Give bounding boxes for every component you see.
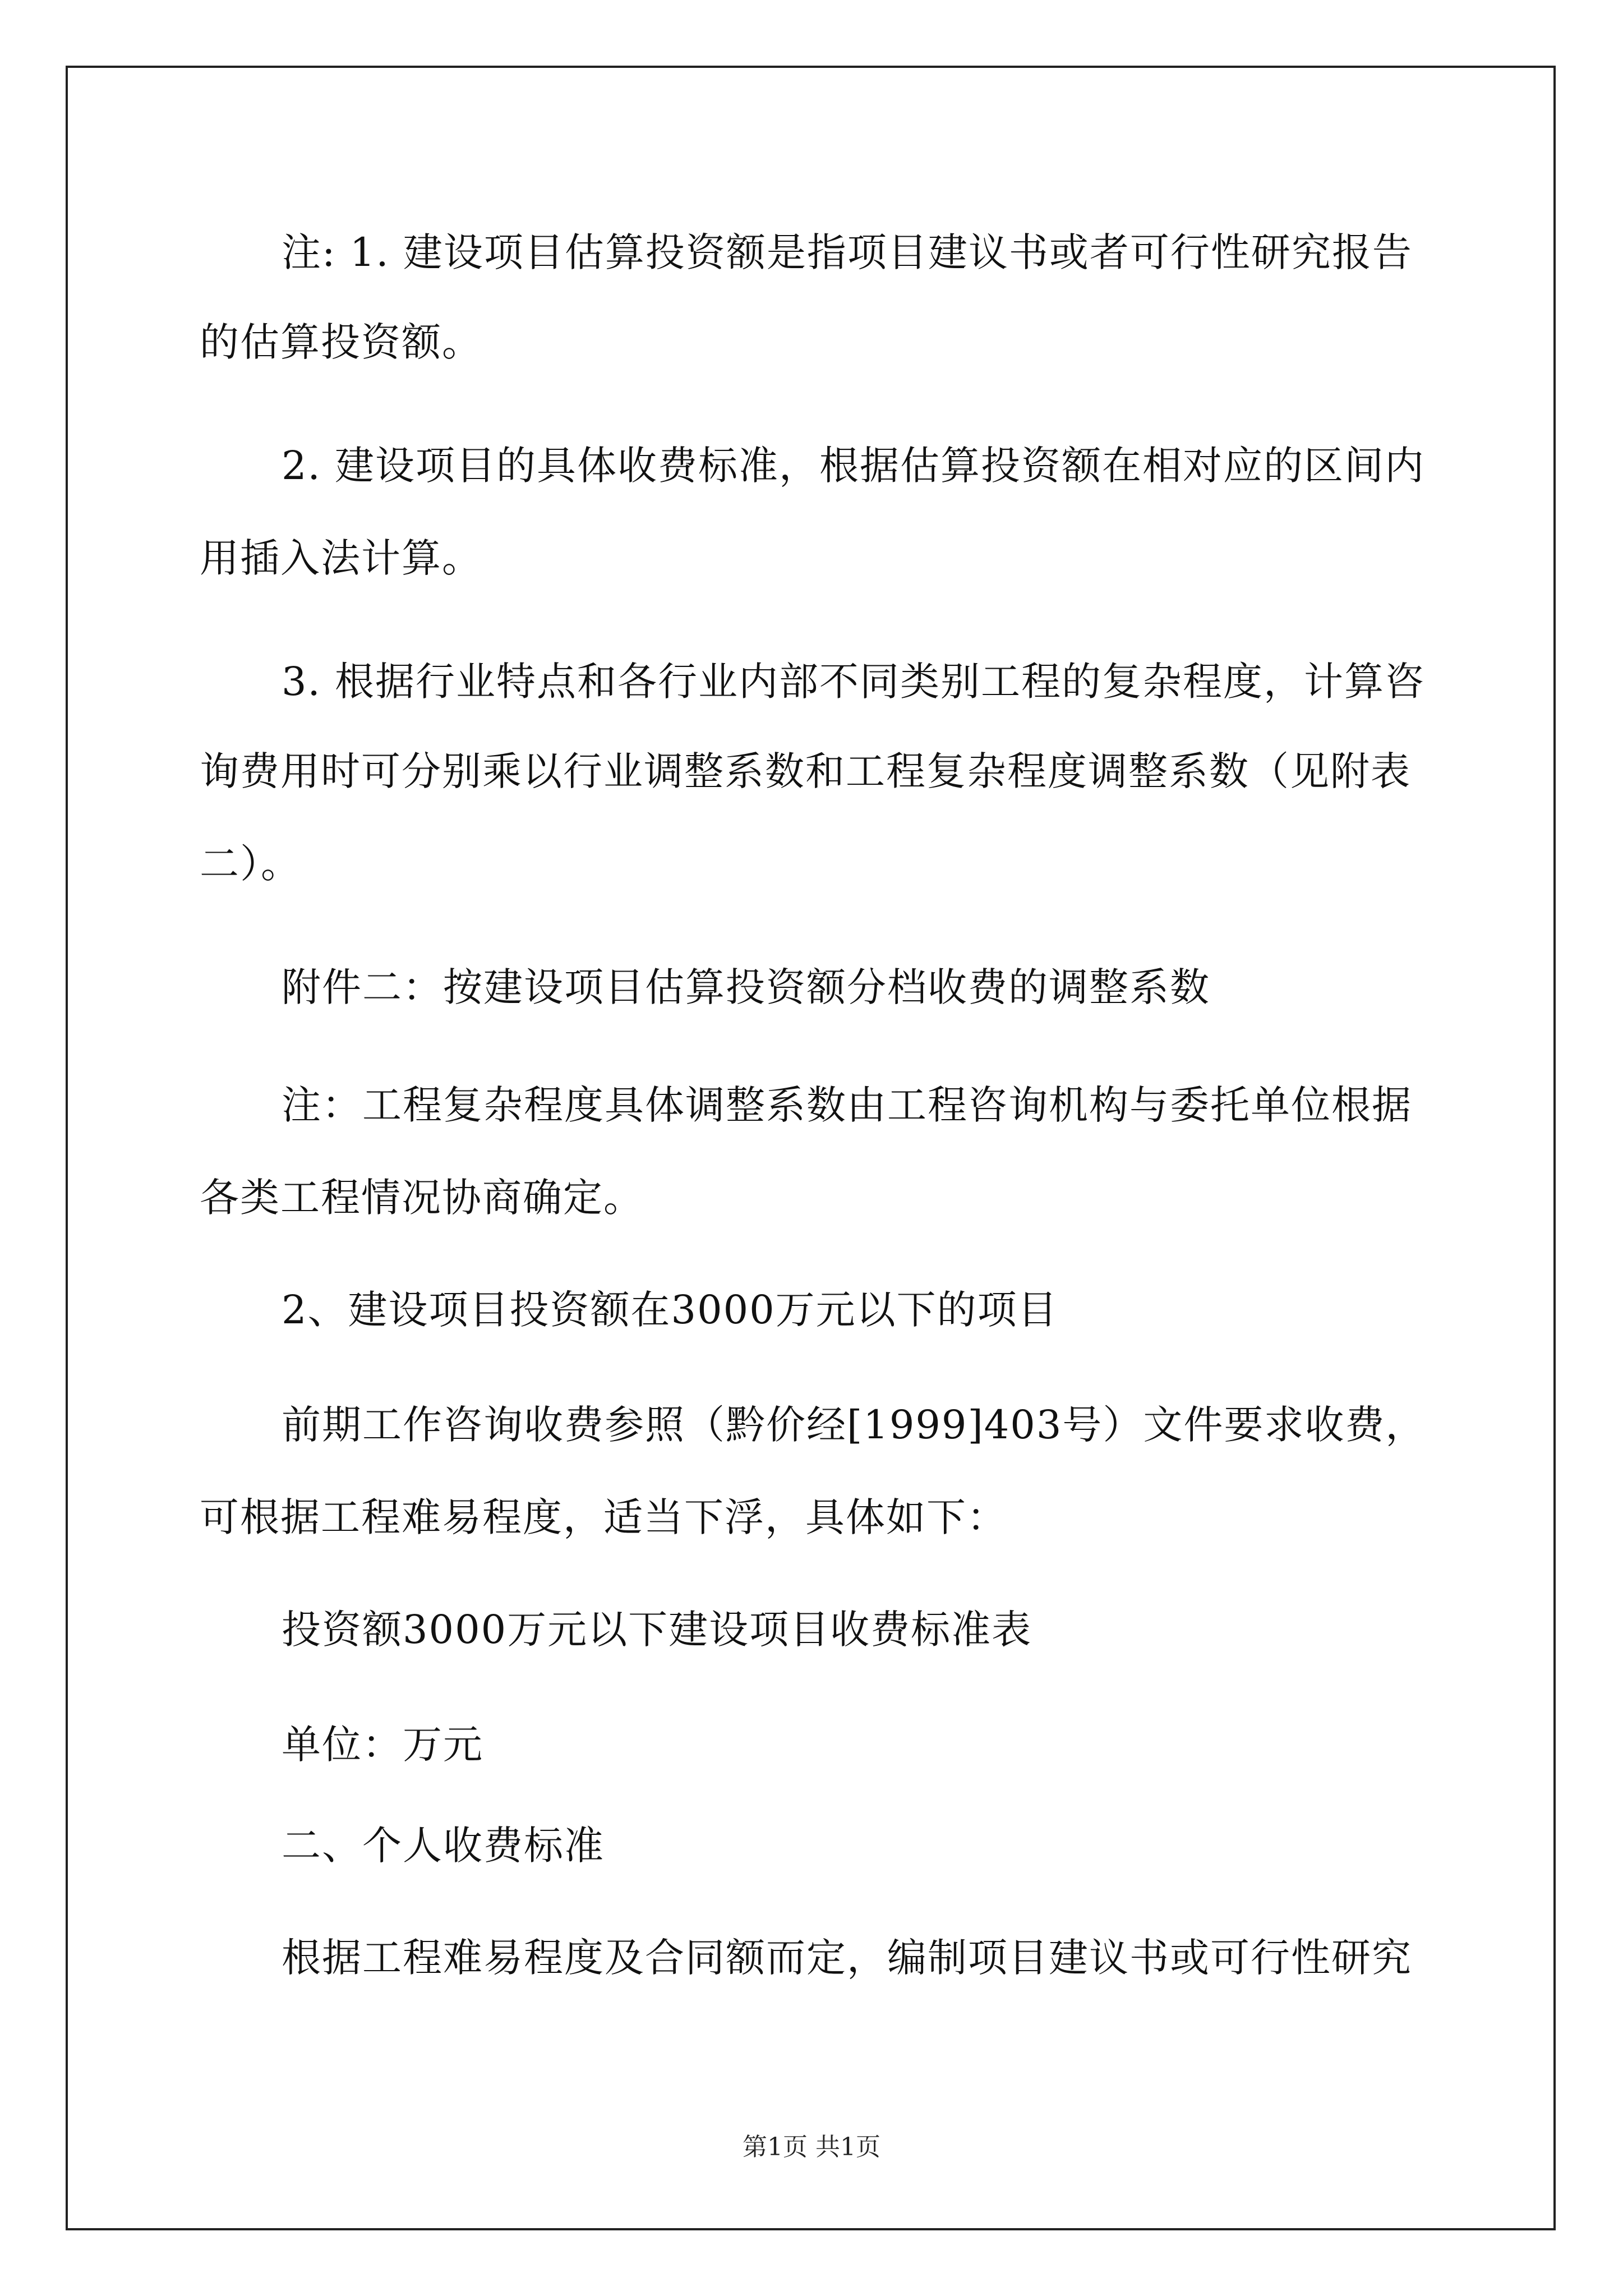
page-number: 第1页 共1页 bbox=[743, 2133, 880, 2161]
text-line: 二）。 bbox=[200, 841, 301, 887]
text-line: 二、个人收费标准 bbox=[282, 1823, 605, 1869]
text-line: 2. 建设项目的具体收费标准，根据估算投资额在相对应的区间内 bbox=[282, 443, 1426, 489]
text-line: 询费用时可分别乘以行业调整系数和工程复杂程度调整系数（见附表 bbox=[200, 748, 1411, 794]
text-line: 注：工程复杂程度具体调整系数由工程咨询机构与委托单位根据 bbox=[282, 1082, 1412, 1128]
text-line: 用插入法计算。 bbox=[200, 535, 482, 581]
text-line: 各类工程情况协商确定。 bbox=[200, 1175, 644, 1221]
page-border bbox=[66, 66, 1556, 2230]
text-line: 可根据工程难易程度，适当下浮，具体如下： bbox=[200, 1494, 1007, 1540]
text-line: 的估算投资额。 bbox=[200, 319, 482, 365]
text-line: 单位：万元 bbox=[282, 1722, 483, 1768]
text-line: 2、建设项目投资额在3000万元以下的项目 bbox=[282, 1287, 1058, 1333]
text-line: 附件二：按建设项目估算投资额分档收费的调整系数 bbox=[282, 964, 1210, 1010]
text-line: 前期工作咨询收费参照（黔价经[1999]403号）文件要求收费， bbox=[282, 1402, 1426, 1448]
text-line: 注: 1. 建设项目估算投资额是指项目建议书或者可行性研究报告 bbox=[282, 229, 1413, 275]
text-line: 根据工程难易程度及合同额而定，编制项目建议书或可行性研究 bbox=[282, 1935, 1412, 1981]
text-line: 3. 根据行业特点和各行业内部不同类别工程的复杂程度，计算咨 bbox=[282, 659, 1426, 705]
text-line: 投资额3000万元以下建设项目收费标准表 bbox=[282, 1607, 1032, 1653]
